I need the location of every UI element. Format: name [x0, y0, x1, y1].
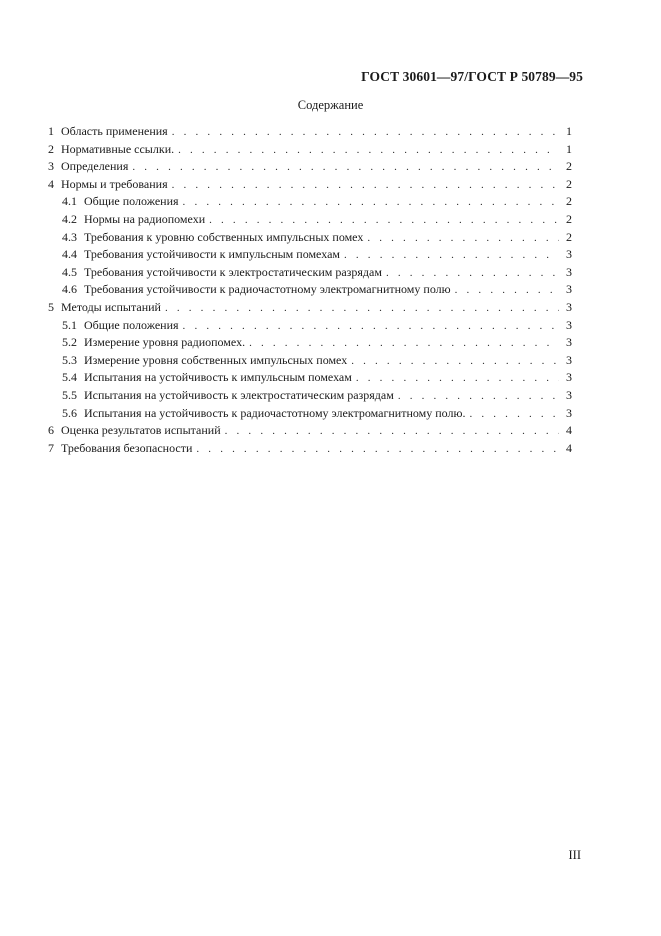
toc-entry-title: Оценка результатов испытаний: [61, 423, 221, 438]
toc-dot-leader: [178, 144, 559, 156]
toc-entry-title: Измерение уровня радиопомех.: [84, 335, 246, 350]
toc-entry-number: 4: [48, 176, 54, 191]
toc-dot-leader: [344, 249, 559, 261]
toc-entry[interactable]: [48, 194, 572, 212]
toc-entry-page: 3: [566, 317, 572, 332]
toc-entry[interactable]: [48, 247, 572, 265]
toc-dot-leader: [165, 302, 559, 314]
document-standard-number: ГОСТ 30601—97/ГОСТ Р 50789—95: [361, 69, 583, 84]
toc-entry-number: 5.5: [62, 387, 77, 402]
toc-entry[interactable]: [48, 335, 572, 353]
toc-entry[interactable]: [48, 212, 572, 230]
page-number: III: [568, 848, 581, 862]
toc-entry-number: 3: [48, 159, 54, 174]
toc-entry-page: 3: [566, 405, 572, 420]
toc-dot-leader: [469, 408, 559, 420]
toc-entry-page: 2: [566, 229, 572, 244]
toc-entry-title: Требования устойчивости к электростатическим разрядам: [84, 264, 382, 279]
toc-dot-leader: [172, 179, 559, 191]
toc-entry-page: 3: [566, 370, 572, 385]
toc-entry[interactable]: [48, 370, 572, 388]
toc-entry[interactable]: [48, 159, 572, 177]
toc-entry-title: Требования устойчивости к импульсным помехам: [84, 247, 340, 262]
toc-entry-title: Требования устойчивости к радиочастотному электромагнитному полю: [84, 282, 451, 297]
toc-entry-number: 7: [48, 440, 54, 455]
toc-entry[interactable]: [48, 282, 572, 300]
toc-entry-number: 4.4: [62, 247, 77, 262]
toc-entry[interactable]: [48, 142, 572, 160]
toc-entry-title: Область применения: [61, 124, 168, 138]
toc-entry-number: 4.1: [62, 194, 77, 209]
toc-dot-leader: [183, 320, 559, 332]
toc-entry-title: Определения: [61, 159, 129, 174]
toc-dot-leader: [398, 390, 559, 402]
toc-entry[interactable]: [48, 388, 572, 406]
toc-entry-title: Общие положения: [84, 194, 179, 209]
toc-dot-leader: [209, 214, 559, 226]
toc-entry-number: 1: [48, 124, 54, 138]
toc-entry-number: 4.3: [62, 229, 77, 244]
toc-entry[interactable]: [48, 423, 572, 441]
toc-entry-number: 6: [48, 423, 54, 438]
toc-dot-leader: [225, 425, 559, 437]
toc-entry-page: 2: [566, 211, 572, 226]
toc-entry-page: 2: [566, 194, 572, 209]
toc-entry[interactable]: [48, 124, 572, 142]
toc-entry-title: Испытания на устойчивость к радиочастотному электромагнитному полю.: [84, 405, 466, 420]
toc-entry-title: Требования безопасности: [61, 440, 193, 455]
toc-entry-number: 5: [48, 299, 54, 314]
toc-entry[interactable]: [48, 318, 572, 336]
toc-dot-leader: [386, 267, 559, 279]
toc-entry[interactable]: [48, 441, 572, 459]
toc-entry-number: 5.3: [62, 352, 77, 367]
toc-dot-leader: [132, 161, 559, 173]
table-of-contents: [48, 124, 572, 458]
toc-dot-leader: [249, 337, 559, 349]
toc-entry-page: 3: [566, 264, 572, 279]
toc-dot-leader: [196, 443, 559, 455]
toc-entry-page: 3: [566, 352, 572, 367]
toc-dot-leader: [367, 232, 559, 244]
toc-entry-page: 2: [566, 159, 572, 174]
toc-entry-title: Измерение уровня собственных импульсных помех: [84, 352, 348, 367]
toc-entry-title: Требования к уровню собственных импульсных помех: [84, 229, 364, 244]
toc-dot-leader: [356, 372, 559, 384]
toc-entry-title: Нормы на радиопомехи: [84, 211, 206, 226]
toc-entry-number: 5.6: [62, 405, 77, 420]
toc-entry-page: 4: [566, 440, 572, 455]
toc-entry[interactable]: [48, 265, 572, 283]
toc-entry-number: 4.5: [62, 264, 77, 279]
toc-entry-number: 4.6: [62, 282, 77, 297]
toc-entry-number: 5.2: [62, 335, 77, 350]
toc-entry-number: 4.2: [62, 211, 77, 226]
toc-entry-page: 4: [566, 423, 572, 438]
toc-title: Содержание: [297, 98, 364, 112]
toc-entry-number: 2: [48, 141, 54, 156]
toc-entry-title: Нормы и требования: [61, 176, 168, 191]
toc-entry[interactable]: [48, 406, 572, 424]
toc-entry-title: Испытания на устойчивость к электростатическим разрядам: [84, 387, 394, 402]
toc-entry-number: 5.1: [62, 317, 77, 332]
toc-dot-leader: [172, 126, 559, 138]
toc-entry-page: 3: [566, 282, 572, 297]
toc-entry-page: 3: [566, 299, 572, 314]
toc-dot-leader: [455, 284, 559, 296]
toc-entry-title: Испытания на устойчивость к импульсным помехам: [84, 370, 352, 385]
toc-entry-page: 1: [566, 141, 572, 156]
toc-entry[interactable]: [48, 300, 572, 318]
toc-entry-page: 3: [566, 335, 572, 350]
toc-entry[interactable]: [48, 353, 572, 371]
toc-dot-leader: [351, 355, 559, 367]
toc-entry-title: Нормативные ссылки.: [61, 141, 175, 156]
toc-entry-title: Методы испытаний: [61, 299, 161, 314]
toc-entry-title: Общие положения: [84, 317, 179, 332]
toc-dot-leader: [183, 196, 559, 208]
toc-entry[interactable]: [48, 230, 572, 248]
toc-entry-number: 5.4: [62, 370, 77, 385]
toc-entry-page: 3: [566, 247, 572, 262]
toc-entry-page: 2: [566, 176, 572, 191]
toc-entry-page: 3: [566, 387, 572, 402]
toc-entry[interactable]: [48, 177, 572, 195]
toc-entry-page: 1: [566, 124, 572, 138]
